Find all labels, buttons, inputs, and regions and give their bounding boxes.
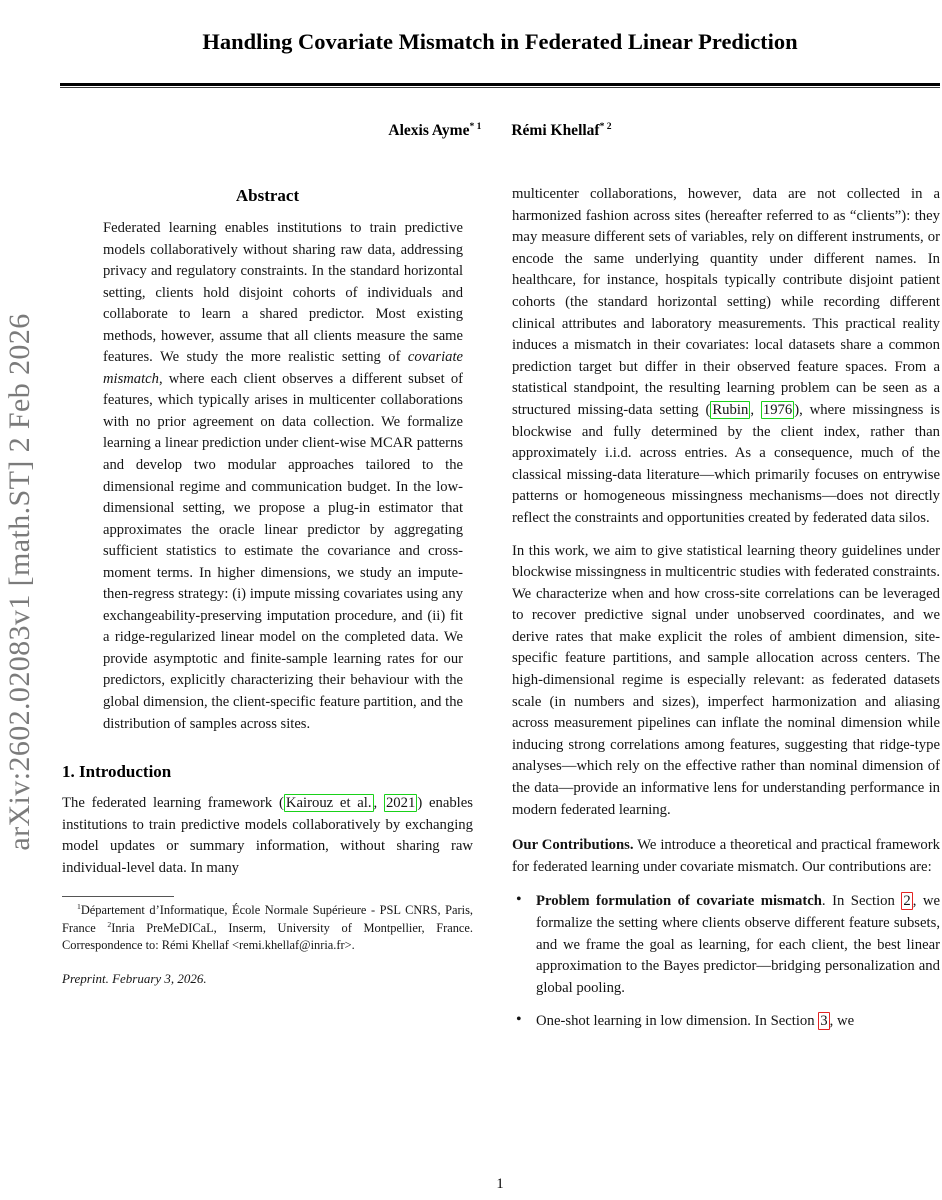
rp1-cite-sep: , xyxy=(750,401,761,418)
list-item xyxy=(512,1011,940,1033)
introduction-paragraph xyxy=(62,793,473,879)
abstract-paragraph xyxy=(62,218,473,735)
arxiv-watermark: arXiv:2602.02083v1 [math.ST] 2 Feb 2026 xyxy=(3,313,36,851)
right-paragraph-1 xyxy=(512,184,940,530)
contributions-paragraph xyxy=(512,835,940,878)
bullet-icon: • xyxy=(516,1011,522,1029)
abstract-text-2: , where each client observes a different subset of features, which typically arises in multicenter collaborations with no prior agreement on data collection. We formalize learning a linear prediction under client-wise MCAR patterns and develop two modular approaches tailored to the dimensional regime and communication budget. In the low-dimensional setting, we propose a plug-in estimator that approximates the oracle linear predictor by aggregating sufficient statistics to estimate the covariance and cross-moment terms. In higher dimensions, we study an impute-then-regress strategy: (i) impute missing covariates using any exchangeability-preserving imputation procedure, and (ii) fit a ridge-regularized linear model on the completed data. We provide asymptotic and finite-sample learning rates for our predictors, explicitly characterizing their behaviour with the global dimension, the client-specific feature partition, and the distribution of samples across sites. xyxy=(103,370,463,732)
footnote-sup-1: 1 xyxy=(77,901,81,911)
citation-link-rubin-year[interactable]: 1976 xyxy=(762,401,793,418)
citation-link-kairouz-year[interactable]: 2021 xyxy=(385,795,416,812)
footnote-affiliation-2: Inria PreMeDICaL, Inserm, University of Montpellier, France. Correspondence to: Rémi Khellaf <remi.khellaf@inria.fr>. xyxy=(62,920,474,953)
section-heading-introduction: 1. Introduction xyxy=(62,762,172,782)
bullet-2-s1: In Section xyxy=(750,1013,819,1030)
contributions-text: We introduce a theoretical and practical framework for federated learning under covariate mismatch. Our contributions are: xyxy=(512,837,940,875)
author-2 xyxy=(511,122,611,139)
author-line xyxy=(60,122,940,140)
intro-cite-sep: , xyxy=(373,795,384,812)
author-1-name: Alexis Ayme xyxy=(388,122,470,139)
title-rule xyxy=(60,83,940,88)
author-1 xyxy=(388,122,481,139)
author-2-mark: * 2 xyxy=(599,120,612,132)
citation-link-kairouz[interactable]: Kairouz et al. xyxy=(285,795,372,812)
bullet-1-text xyxy=(536,891,940,999)
section-ref-3[interactable]: 3 xyxy=(820,1013,828,1030)
bullet-2-lead: One-shot learning in low dimension. xyxy=(536,1013,751,1030)
contributions-lead: Our Contributions. xyxy=(512,837,634,854)
author-2-name: Rémi Khellaf xyxy=(511,122,600,139)
right-column xyxy=(512,184,940,1033)
footnote-rule xyxy=(62,896,174,898)
citation-link-rubin[interactable]: Rubin xyxy=(712,401,749,418)
abstract-text-1: Federated learning enables institutions to train predictive models collaboratively without sharing raw data, addressing privacy and regulatory constraints. In the standard horizontal setting, clients hold disjoint cohorts of individuals and collaborate to learn a shared predictor. Most existing methods, however, assume that all clients measure the same features. We study the more realistic setting of xyxy=(103,220,463,366)
section-ref-2[interactable]: 2 xyxy=(903,893,911,910)
contributions-list xyxy=(512,891,940,1033)
title-rule-thin xyxy=(60,87,940,88)
bullet-icon: • xyxy=(516,891,522,909)
footnote-block xyxy=(62,896,473,987)
abstract-heading: Abstract xyxy=(235,186,300,205)
bullet-1-s1: . In Section xyxy=(821,893,902,910)
footnote-sup-2: 2 xyxy=(107,919,112,929)
rp1-text-2: ), where missingness is blockwise and fully determined by the client index, rather than approximately i.i.d. across entries. As a consequence, much of the classical missing-data literature—which primarily focuses on entrywise patterns or homogeneous missingness mechanisms—does not directly reflect the constraints and opportunities created by federated data silos. xyxy=(512,401,941,526)
footnote-text xyxy=(62,902,473,955)
bullet-1-s2: , we formalize the setting where clients observe different feature subsets, and we frame the goal as learning, for each client, the best linear approximation to the Bayes predictor—bridging personalization and global pooling. xyxy=(536,893,940,996)
right-paragraph-2: In this work, we aim to give statistical learning theory guidelines under blockwise missingness in multicentric studies with federated constraints. We characterize when and how cross-site correlations can be leveraged to recover predictive signal under unobserved coordinates, and we derive rates that make explicit the roles of ambient dimension, site-specific feature partitions, and sample allocation across centers. The high-dimensional regime is especially relevant: as federated datasets scale (in numbers and sizes), imperfect harmonization and aliasing across measurement pipelines can inflate the nominal dimension while inducing strong correlations among features, suggesting that ridge-type analyses—which rely on the effective rather than nominal dimension of the data—provide an informative lens for understanding performance in modern federated learning. xyxy=(512,542,940,818)
author-1-mark: * 1 xyxy=(469,120,482,132)
preprint-notice: Preprint. February 3, 2026. xyxy=(62,970,207,986)
rp1-text-1: multicenter collaborations, however, data are not collected in a harmonized fashion across sites (hereafter referred to as “clients”): they may measure different sets of variables, rely on different instruments, or encode the same underlying quantity under different names. In healthcare, for instance, hospitals typically contribute disjoint patient cohorts (the standard horizontal setting) while recording different clinical attributes and laboratory measurements. This practical reality induces a mismatch in their covariates: local datasets share a common prediction target but differ in their observed feature spaces. From a statistical standpoint, the resulting learning problem can be seen as a structured missing-data setting ( xyxy=(512,186,940,418)
abstract-emphasis: covariate mismatch xyxy=(103,349,463,387)
intro-text-2: ) enables institutions to train predictive models collaboratively by exchanging model updates or summary information, without sharing raw individual-level data. In many xyxy=(62,795,474,876)
list-item xyxy=(512,891,940,999)
two-column-body xyxy=(62,184,940,1033)
footnote-affiliation-1: Département d’Informatique, École Normale Supérieure - PSL CNRS, Paris, France xyxy=(62,903,473,935)
bullet-2-text xyxy=(536,1011,940,1033)
bullet-1-lead: Problem formulation of covariate mismatch xyxy=(536,893,822,910)
intro-text-1: The federated learning framework ( xyxy=(62,795,284,812)
bullet-2-s2: , we xyxy=(829,1013,855,1030)
page-number: 1 xyxy=(496,1176,504,1192)
title-rule-thick xyxy=(60,83,940,86)
paper-title: Handling Covariate Mismatch in Federated Linear Prediction xyxy=(202,29,798,54)
left-column xyxy=(62,184,473,987)
